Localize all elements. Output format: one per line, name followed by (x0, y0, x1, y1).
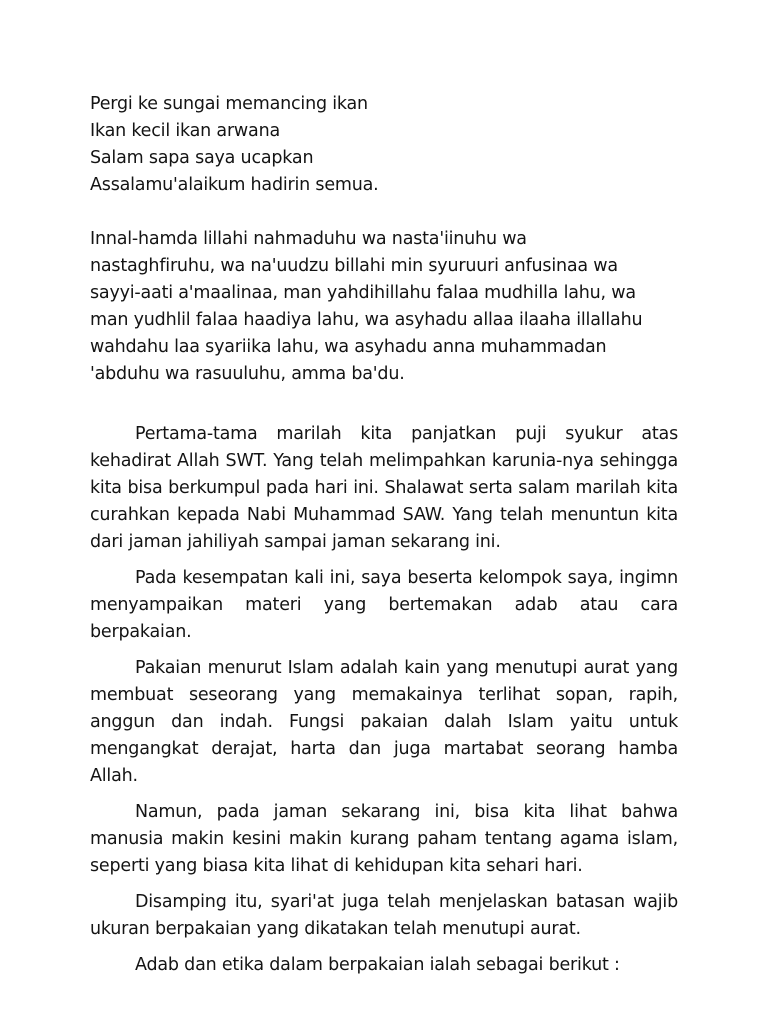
opening-prayer (90, 226, 678, 388)
pantun-line: Assalamu'alaikum hadirin semua. (90, 175, 379, 195)
opening-line: wahdahu laa syariika lahu, wa asyhadu anna muhammadan (90, 337, 607, 357)
opening-pantun (90, 91, 678, 199)
paragraph-sharia-limits: Disamping itu, syari'at juga telah menjelaskan batasan wajib ukuran berpakaian yang dikatakan telah menutupi aurat. (90, 892, 678, 939)
opening-line: nastaghfiruhu, wa na'uudzu billahi min syuruuri anfusinaa wa (90, 256, 618, 276)
document-page (90, 91, 678, 988)
paragraph-current-situation: Namun, pada jaman sekarang ini, bisa kita lihat bahwa manusia makin kesini makin kurang paham tentang agama islam, seperti yang biasa kita lihat di kehidupan kita sehari hari. (90, 802, 678, 876)
opening-line: sayyi-aati a'maalinaa, man yahdihillahu falaa mudhilla lahu, wa (90, 283, 636, 303)
opening-line: man yudhlil falaa haadiya lahu, wa asyhadu allaa ilaaha illallahu (90, 310, 643, 330)
paragraph-topic-intro: Pada kesempatan kali ini, saya beserta kelompok saya, ingimn menyampaikan materi yang bertemakan adab atau cara berpakaian. (90, 568, 678, 642)
pantun-line: Ikan kecil ikan arwana (90, 121, 280, 141)
pantun-line: Pergi ke sungai memancing ikan (90, 94, 368, 114)
paragraph-definition: Pakaian menurut Islam adalah kain yang menutupi aurat yang membuat seseorang yang memakainya terlihat sopan, rapih, anggun dan indah. Fungsi pakaian dalah Islam yaitu untuk mengangkat derajat, harta dan juga martabat seorang hamba Allah. (90, 658, 678, 786)
opening-line: Innal-hamda lillahi nahmaduhu wa nasta'iinuhu wa (90, 229, 527, 249)
paragraph-etiquette-lead: Adab dan etika dalam berpakaian ialah sebagai berikut : (135, 955, 620, 975)
paragraph-gratitude: Pertama-tama marilah kita panjatkan puji syukur atas kehadirat Allah SWT. Yang telah melimpahkan karunia-nya sehingga kita bisa berkumpul pada hari ini. Shalawat serta salam marilah kita curahkan kepada Nabi Muhammad SAW. Yang telah menuntun kita dari jaman jahiliyah sampai jaman sekarang ini. (90, 424, 678, 552)
opening-line: 'abduhu wa rasuuluhu, amma ba'du. (90, 364, 405, 384)
pantun-line: Salam sapa saya ucapkan (90, 148, 314, 168)
speech-body (90, 421, 678, 979)
